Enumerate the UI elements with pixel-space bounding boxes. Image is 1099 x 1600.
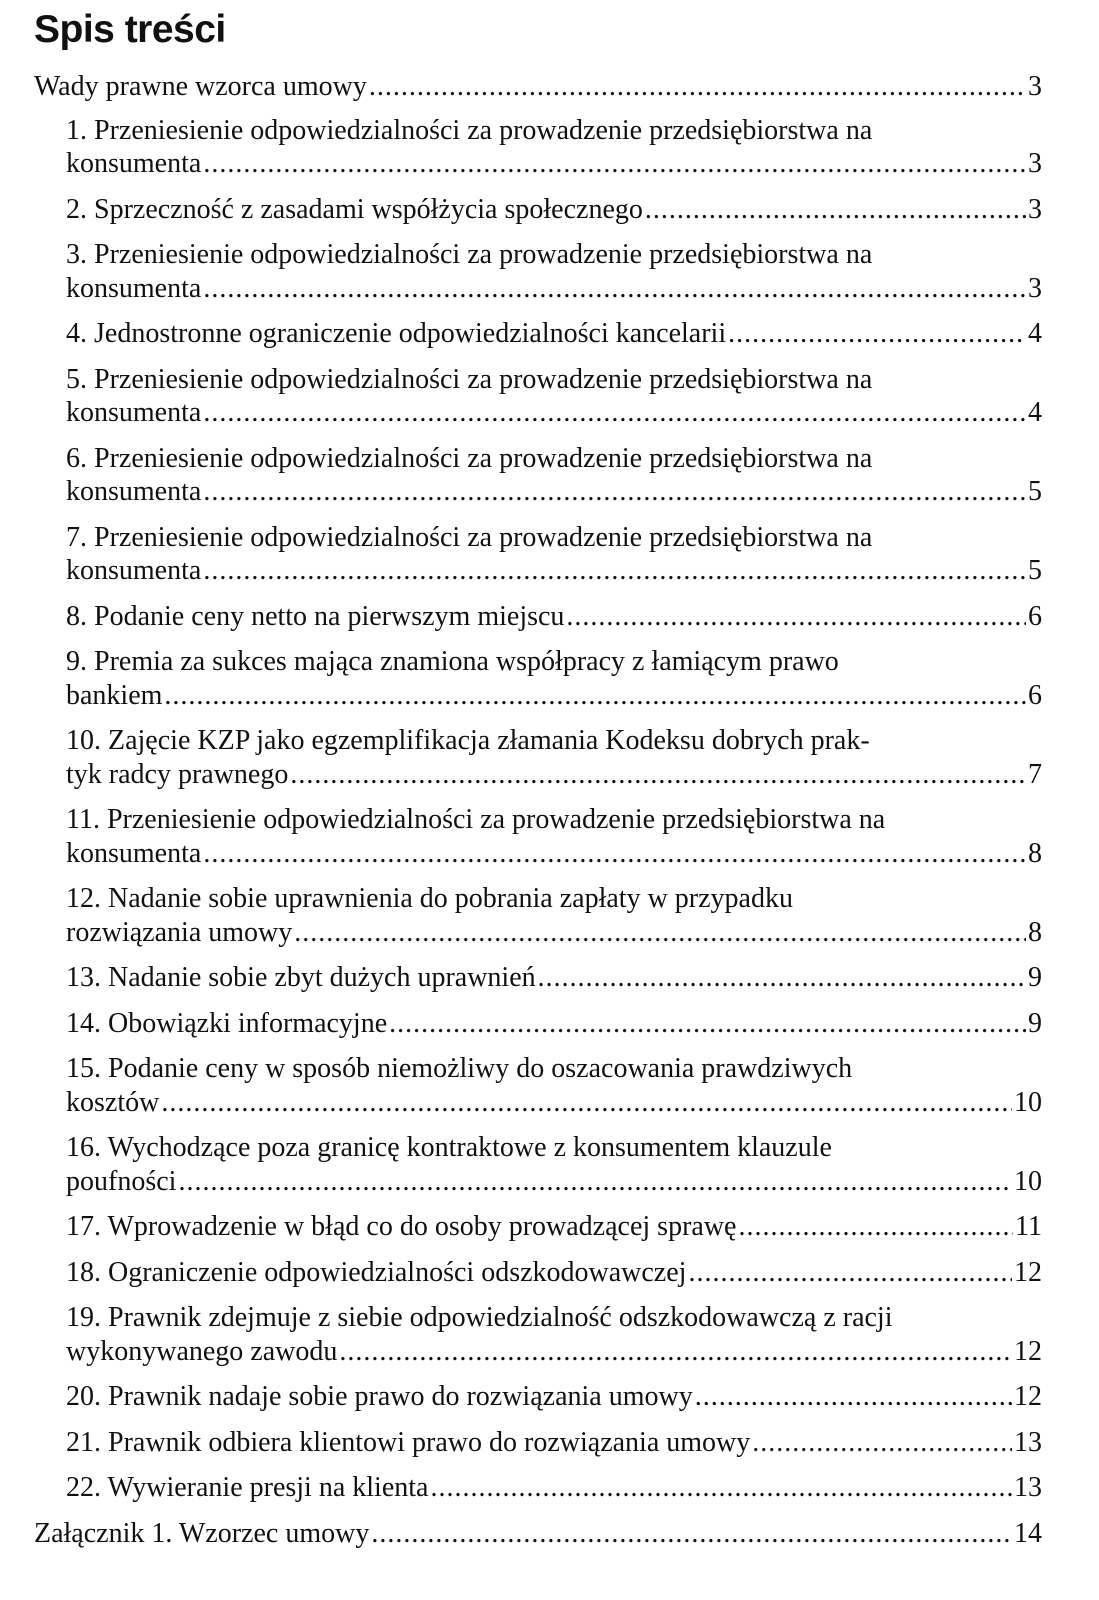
toc-entry[interactable] xyxy=(34,1007,1042,1041)
toc-entry[interactable] xyxy=(34,882,1042,949)
toc-page-number: 10 xyxy=(1014,1086,1042,1118)
toc-entry-title-line: 2. Sprzeczność z zasadami współżycia społecznego xyxy=(66,193,643,225)
toc-entry-title-line: konsumenta xyxy=(66,272,202,304)
toc-entry-last-line xyxy=(66,1007,1042,1041)
toc-entry[interactable] xyxy=(34,645,1042,712)
dot-leader xyxy=(290,758,1026,792)
toc-entry[interactable] xyxy=(34,114,1042,181)
toc-page-number: 12 xyxy=(1014,1335,1042,1367)
toc-entry-last-line xyxy=(66,1426,1042,1460)
toc-heading: Spis treści xyxy=(34,8,226,51)
dot-leader xyxy=(430,1471,1012,1505)
toc-page-number: 11 xyxy=(1015,1211,1042,1242)
toc-entry[interactable] xyxy=(34,1131,1042,1198)
toc-page-number: 13 xyxy=(1014,1426,1042,1458)
dot-leader xyxy=(389,1007,1026,1041)
toc-entry[interactable] xyxy=(34,1256,1042,1290)
toc-page-number: 6 xyxy=(1028,600,1042,632)
toc-entry-title-line: 4. Jednostronne ograniczenie odpowiedzialności kancelarii xyxy=(66,318,727,349)
toc-entry[interactable] xyxy=(34,1426,1042,1460)
toc-page-number: 9 xyxy=(1028,1007,1042,1039)
dot-leader xyxy=(645,193,1026,227)
dot-leader xyxy=(339,1335,1012,1369)
toc-entry-last-line xyxy=(66,758,1042,792)
toc-entry-title-line: 18. Ograniczenie odpowiedzialności odszkodowawczej xyxy=(66,1256,687,1288)
toc-page-number: 9 xyxy=(1028,962,1042,993)
toc-entry-title-line: 6. Przeniesienie odpowiedzialności za prowadzenie przedsiębiorstwa na xyxy=(66,442,873,474)
dot-leader xyxy=(203,837,1026,871)
toc-entry-last-line xyxy=(66,837,1042,871)
dot-leader xyxy=(161,1086,1012,1120)
toc-page-number: 7 xyxy=(1028,758,1042,790)
toc-entry[interactable] xyxy=(34,317,1042,351)
dot-leader xyxy=(203,475,1026,509)
toc-page-number: 5 xyxy=(1028,476,1042,507)
toc-entry-last-line xyxy=(66,679,1042,713)
toc-entry-title-line: Wady prawne wzorca umowy xyxy=(34,71,367,102)
toc-entry-last-line xyxy=(66,554,1042,588)
dot-leader xyxy=(178,1165,1012,1199)
toc-entry-title-line: kosztów xyxy=(66,1086,160,1118)
toc-entry-last-line xyxy=(66,193,1042,227)
dot-leader xyxy=(203,272,1026,306)
dot-leader xyxy=(688,1256,1012,1290)
toc-entry-title-line: 17. Wprowadzenie w błąd co do osoby prowadzącej sprawę xyxy=(66,1211,737,1242)
toc-page-number: 6 xyxy=(1028,679,1042,711)
toc-entry-title-line: 10. Zajęcie KZP jako egzemplifikacja złamania Kodeksu dobrych prak- xyxy=(66,725,870,756)
toc-entry-title-line: 12. Nadanie sobie uprawnienia do pobrania zapłaty w przypadku xyxy=(66,883,793,914)
toc-entry-title-line: Załącznik 1. Wzorzec umowy xyxy=(34,1517,370,1549)
dot-leader xyxy=(695,1380,1012,1414)
toc-entry-title-line: 19. Prawnik zdejmuje z siebie odpowiedzialność odszkodowawczą z racji xyxy=(66,1302,893,1333)
toc-entry-last-line xyxy=(34,1517,1042,1551)
toc-entry[interactable] xyxy=(34,238,1042,305)
toc-entry-last-line xyxy=(66,317,1042,351)
toc-page-number: 10 xyxy=(1014,1165,1042,1197)
toc-entry-last-line xyxy=(34,70,1042,104)
toc-entry-title-line: 9. Premia za sukces mająca znamiona współpracy z łamiącym prawo xyxy=(66,646,839,677)
toc-entry[interactable] xyxy=(34,521,1042,588)
toc-entry-last-line xyxy=(66,396,1042,430)
toc-page-number: 3 xyxy=(1028,193,1042,225)
toc-entry-title-line: 7. Przeniesienie odpowiedzialności za prowadzenie przedsiębiorstwa na xyxy=(66,521,873,553)
dot-leader xyxy=(752,1426,1012,1460)
toc-entry-last-line xyxy=(66,475,1042,509)
toc-entry-title-line: konsumenta xyxy=(66,837,202,869)
dot-leader xyxy=(566,600,1026,634)
toc-entry-last-line xyxy=(66,1335,1042,1369)
toc-entry[interactable] xyxy=(34,803,1042,870)
toc-entry-last-line xyxy=(66,1256,1042,1290)
toc-page-number: 5 xyxy=(1028,555,1042,586)
toc-entry-last-line xyxy=(66,1165,1042,1199)
toc-entry-last-line xyxy=(66,1471,1042,1505)
toc-entry[interactable] xyxy=(34,724,1042,791)
toc-entry-last-line xyxy=(66,961,1042,995)
toc-entry-title-line: 13. Nadanie sobie zbyt dużych uprawnień xyxy=(66,962,536,993)
toc-entry[interactable] xyxy=(34,1517,1042,1551)
toc-entry-last-line xyxy=(66,1086,1042,1120)
dot-leader xyxy=(294,916,1026,950)
toc-entry-title-line: wykonywanego zawodu xyxy=(66,1335,338,1367)
toc-page-number: 3 xyxy=(1028,272,1042,304)
toc-entry-last-line xyxy=(66,1210,1042,1244)
toc-entry[interactable] xyxy=(34,1380,1042,1414)
toc-entry-last-line xyxy=(66,916,1042,950)
dot-leader xyxy=(369,70,1026,104)
toc-entry-title-line: 14. Obowiązki informacyjne xyxy=(66,1007,388,1039)
toc-entry-last-line xyxy=(66,147,1042,181)
toc-entry-title-line: 22. Wywieranie presji na klienta xyxy=(66,1472,429,1503)
toc-page-number: 14 xyxy=(1014,1517,1042,1549)
toc-entry-title-line: 20. Prawnik nadaje sobie prawo do rozwiązania umowy xyxy=(66,1381,693,1412)
toc-entry-title-line: konsumenta xyxy=(66,476,202,507)
dot-leader xyxy=(371,1517,1012,1551)
dot-leader xyxy=(203,554,1026,588)
dot-leader xyxy=(538,961,1026,995)
toc-page-number: 4 xyxy=(1028,318,1042,349)
toc-entry-title-line: 11. Przeniesienie odpowiedzialności za prowadzenie przedsiębiorstwa na xyxy=(66,804,886,835)
toc-entry-last-line xyxy=(66,600,1042,634)
toc-entry-title-line: tyk radcy prawnego xyxy=(66,758,289,790)
toc-entry-title-line: konsumenta xyxy=(66,148,202,179)
toc-entry-title-line: 16. Wychodzące poza granicę kontraktowe z konsumentem klauzule xyxy=(66,1132,832,1163)
toc-entry-title-line: 1. Przeniesienie odpowiedzialności za prowadzenie przedsiębiorstwa na xyxy=(66,114,873,146)
toc-entry-title-line: 8. Podanie ceny netto na pierwszym miejscu xyxy=(66,600,565,632)
dot-leader xyxy=(728,317,1026,351)
toc-entry[interactable] xyxy=(34,363,1042,430)
toc-entry[interactable] xyxy=(34,961,1042,995)
toc-entry-title-line: 3. Przeniesienie odpowiedzialności za prowadzenie przedsiębiorstwa na xyxy=(66,239,873,270)
toc-page-number: 8 xyxy=(1028,916,1042,948)
dot-leader xyxy=(203,396,1026,430)
toc-page-number: 4 xyxy=(1028,397,1042,428)
dot-leader xyxy=(738,1210,1013,1244)
toc-page-number: 13 xyxy=(1014,1472,1042,1503)
toc-entry[interactable] xyxy=(34,1210,1042,1244)
toc-page-number: 8 xyxy=(1028,837,1042,869)
toc-entry-title-line: poufności xyxy=(66,1165,177,1197)
toc-entry[interactable] xyxy=(34,600,1042,634)
toc-page-number: 3 xyxy=(1028,71,1042,102)
toc-entry[interactable] xyxy=(34,193,1042,227)
toc-entry[interactable] xyxy=(34,442,1042,509)
toc-entry-last-line xyxy=(66,1380,1042,1414)
dot-leader xyxy=(164,679,1026,713)
toc-entry-title-line: bankiem xyxy=(66,679,163,711)
toc-entry-last-line xyxy=(66,272,1042,306)
toc-entry-title-line: 5. Przeniesienie odpowiedzialności za prowadzenie przedsiębiorstwa na xyxy=(66,363,873,395)
toc-entry-title-line: konsumenta xyxy=(66,397,202,428)
toc-entry-title-line: rozwiązania umowy xyxy=(66,916,293,948)
toc-entry-title-line: konsumenta xyxy=(66,555,202,586)
toc-page-number: 12 xyxy=(1014,1381,1042,1412)
toc-entry-title-line: 21. Prawnik odbiera klientowi prawo do rozwiązania umowy xyxy=(66,1426,751,1458)
toc-entry[interactable] xyxy=(34,1052,1042,1119)
toc-entry[interactable] xyxy=(34,1301,1042,1368)
toc-page-number: 3 xyxy=(1028,148,1042,179)
toc-page-number: 12 xyxy=(1014,1256,1042,1288)
toc-entry[interactable] xyxy=(34,70,1042,104)
toc-entry-title-line: 15. Podanie ceny w sposób niemożliwy do oszacowania prawdziwych xyxy=(66,1053,853,1084)
dot-leader xyxy=(203,147,1026,181)
toc-list xyxy=(34,70,1042,1550)
toc-entry[interactable] xyxy=(34,1471,1042,1505)
